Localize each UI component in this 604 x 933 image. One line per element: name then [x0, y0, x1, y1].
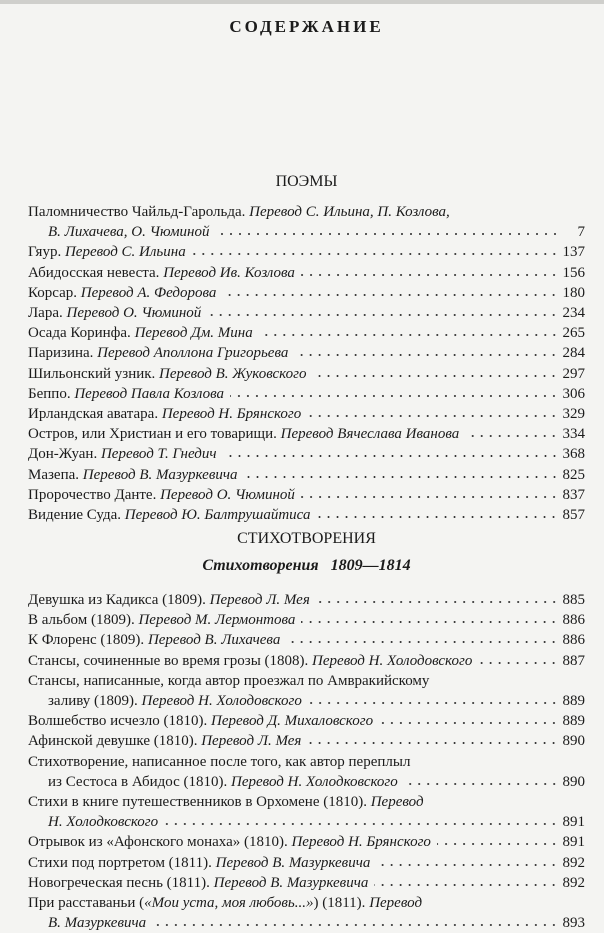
toc-entry-line [28, 610, 585, 630]
entry-title: Паризина. [28, 345, 98, 362]
dot-leader [465, 434, 558, 438]
entry-translator: Перевод Н. Холодовского [141, 693, 302, 710]
dot-leader [244, 475, 559, 479]
toc-entry [28, 384, 585, 404]
toc-entry [28, 202, 585, 242]
entry-translator: Перевод Д. Михаловского [211, 713, 374, 730]
toc-entry-line [28, 222, 585, 242]
entry-title: Новогреческая песнь (1811). [28, 874, 214, 891]
entry-translator: Перевод О. Чюминой [160, 486, 295, 503]
page-number: 889 [562, 713, 585, 730]
toc-entry-line [28, 424, 585, 444]
toc-entry-line [28, 792, 585, 812]
toc-entry-line [28, 343, 585, 363]
toc-entry-line [28, 404, 585, 424]
section-heading-verses: СТИХОТВОРЕНИЯ [237, 530, 376, 547]
entry-title: Лара. [28, 305, 67, 322]
entry-title: Стансы, сочиненные во время грозы (1808). [28, 652, 313, 669]
toc-entry-line [28, 263, 585, 283]
toc-entry-line [28, 444, 585, 464]
page-top-edge [0, 0, 604, 4]
toc-entry [28, 752, 585, 792]
toc-entry [28, 465, 585, 485]
toc-entry-line [28, 630, 585, 650]
toc-entry [28, 792, 585, 832]
dot-leader [307, 414, 558, 418]
dot-leader [312, 374, 558, 378]
page-number: 892 [562, 854, 585, 871]
page-number: 297 [562, 365, 585, 382]
entry-translator: Перевод [370, 794, 424, 811]
entry-translator: Перевод В. Лихачева [147, 632, 281, 649]
entry-title: При расставаньи ( [28, 895, 145, 912]
page-title: СОДЕРЖАНИЕ [229, 17, 384, 36]
dot-leader [404, 782, 559, 786]
entry-title: Паломничество Чайльд-Гарольда. [28, 204, 250, 220]
entry-translator: Перевод М. Лермонтова [138, 612, 296, 629]
page-number: 825 [562, 466, 585, 483]
poems-list [28, 202, 585, 525]
entry-translator: Перевод А. Федорова [80, 284, 217, 301]
page-number: 857 [562, 507, 585, 524]
entry-translator: Перевод Н. Брянского [291, 834, 431, 851]
entry-title: Афинской девушке (1810). [28, 733, 202, 750]
entry-title: Стансы, написанные, когда автор проезжал по Амвракийскому [28, 672, 430, 689]
page-number: 7 [577, 224, 585, 241]
toc-entry-line [28, 832, 585, 852]
toc-entry-line [28, 364, 585, 384]
page-number: 886 [562, 612, 585, 629]
toc-entry-line [28, 873, 585, 893]
dot-leader [164, 822, 558, 826]
entry-translator: «Мои уста, моя любовь...» [144, 895, 314, 912]
entry-title: заливу (1809). [48, 693, 142, 710]
toc-entry [28, 263, 585, 283]
toc-entry-line [28, 505, 585, 525]
page-number: 180 [562, 284, 585, 301]
dot-leader [301, 495, 559, 499]
entry-title: Шильонский узник. [28, 365, 160, 382]
toc-entry [28, 404, 585, 424]
verses-list [28, 590, 585, 933]
entry-translator: В. Лихачева, О. Чюминой [48, 224, 210, 241]
entry-translator: Перевод Т. Гнедич [100, 446, 217, 463]
page-number: 265 [562, 325, 585, 342]
toc-entry-line [28, 283, 585, 303]
entry-translator: Перевод Ив. Козлова [163, 264, 295, 281]
dot-leader [301, 273, 559, 277]
entry-translator: Перевод Аполлона Григорьева [97, 345, 289, 362]
toc-entry [28, 505, 585, 525]
dot-leader [286, 640, 558, 644]
dot-leader [379, 721, 558, 725]
dot-leader [223, 454, 559, 458]
entry-translator: В. Мазуркевича [48, 915, 147, 932]
toc-entry-line [28, 772, 585, 792]
entry-translator: Перевод Н. Холодковского [231, 773, 398, 790]
toc-entry-line [28, 303, 585, 323]
entry-translator: Н. Холодковского [48, 814, 159, 831]
toc-entry [28, 873, 585, 893]
entry-translator: Перевод О. Чюминой [66, 305, 202, 322]
toc-entry [28, 731, 585, 751]
toc-entry [28, 343, 585, 363]
toc-entry-line [28, 691, 585, 711]
toc-entry-line [28, 242, 585, 262]
dot-leader [316, 600, 559, 604]
entry-translator: Перевод Дм. Мина [134, 325, 253, 342]
entry-translator: Перевод Вячеслава Иванова [280, 426, 460, 443]
page-number: 892 [562, 874, 585, 891]
page-number: 306 [562, 385, 585, 402]
page-number: 334 [562, 426, 585, 443]
dot-leader [259, 333, 559, 337]
dot-leader [437, 842, 559, 846]
entry-title: ) (1811). [313, 895, 370, 912]
toc-entry-line [28, 812, 585, 832]
toc-entry [28, 364, 585, 384]
page-number: 837 [562, 486, 585, 503]
entry-title: Отрывок из «Афонского монаха» (1810). [28, 834, 292, 851]
entry-translator: Перевод [369, 895, 423, 912]
entry-translator: Перевод В. Жуковского [159, 365, 307, 382]
page-number: 889 [562, 693, 585, 710]
toc-entry [28, 711, 585, 731]
entry-translator: Перевод Н. Брянского [161, 406, 302, 423]
page-number: 137 [562, 244, 585, 261]
toc-entry [28, 323, 585, 343]
dot-leader [376, 863, 558, 867]
entry-title: из Сестоса в Абидос (1810). [48, 773, 232, 790]
entry-title: Стихи в книге путешественников в Орхомене (1810). [28, 794, 371, 811]
page-number: 891 [562, 814, 585, 831]
dot-leader [307, 741, 558, 745]
entry-translator: Перевод С. Ильина, П. Козлова, [249, 204, 450, 220]
toc-entry-line [28, 731, 585, 751]
section-heading-poems: ПОЭМЫ [275, 173, 338, 190]
entry-translator: Перевод В. Мазуркевича [215, 854, 371, 871]
toc-entry-line [28, 590, 585, 610]
toc-entry-line [28, 752, 585, 772]
page-number: 234 [562, 305, 585, 322]
entry-title: Стихи под портретом (1811). [28, 854, 216, 871]
toc-entry-line [28, 853, 585, 873]
toc-entry-line [28, 671, 585, 691]
entry-translator: Перевод Л. Мея [209, 592, 310, 608]
entry-title: Пророчество Данте. [28, 486, 161, 503]
toc-entry [28, 485, 585, 505]
toc-entry-line [28, 913, 585, 933]
entry-title: Видение Суда. [28, 507, 125, 524]
dot-leader [152, 923, 558, 927]
toc-entry-line [28, 651, 585, 671]
dot-leader [222, 293, 558, 297]
entry-translator: Перевод С. Ильина [64, 244, 186, 261]
page-number: 886 [562, 632, 585, 649]
entry-title: Мазепа. [28, 466, 83, 483]
toc-entry-line [28, 384, 585, 404]
entry-translator: Перевод Л. Мея [201, 733, 302, 750]
page-number: 890 [562, 733, 585, 750]
entry-title: Беппо. [28, 385, 75, 402]
entry-title: К Флоренс (1809). [28, 632, 148, 649]
toc-entry [28, 630, 585, 650]
toc-entry-line [28, 202, 585, 222]
entry-title: В альбом (1809). [28, 612, 139, 629]
entry-title: Абидосская невеста. [28, 264, 164, 281]
toc-entry [28, 444, 585, 464]
page-number: 887 [562, 652, 585, 669]
dot-leader [294, 353, 558, 357]
entry-title: Осада Коринфа. [28, 325, 135, 342]
entry-title: Дон-Жуан. [28, 446, 101, 463]
page-number: 890 [562, 773, 585, 790]
toc-entry [28, 242, 585, 262]
dot-leader [478, 661, 558, 665]
entry-translator: Перевод В. Мазуркевича [213, 874, 369, 891]
entry-title: Девушка из Кадикса (1809). [28, 592, 210, 608]
page-number: 368 [562, 446, 585, 463]
page-number: 284 [562, 345, 585, 362]
entry-title: Гяур. [28, 244, 65, 261]
dot-leader [207, 313, 558, 317]
toc-entry [28, 671, 585, 711]
dot-leader [316, 515, 558, 519]
entry-translator: Перевод Павла Козлова [74, 385, 225, 402]
page-number: 156 [562, 264, 585, 281]
page-number: 891 [562, 834, 585, 851]
dot-leader [308, 701, 559, 705]
entry-title: Корсар. [28, 284, 81, 301]
dot-leader [301, 620, 558, 624]
toc-entry-line [28, 323, 585, 343]
page-number: 885 [562, 592, 585, 608]
entry-title: Волшебство исчезло (1810). [28, 713, 211, 730]
toc-entry [28, 651, 585, 671]
entry-title: Ирландская аватара. [28, 406, 162, 423]
toc-entry-line [28, 893, 585, 913]
toc-entry [28, 303, 585, 323]
page-number: 329 [562, 406, 585, 423]
entry-translator: Перевод Ю. Балтрушайтиса [124, 507, 311, 524]
toc-entry [28, 832, 585, 852]
toc-entry [28, 853, 585, 873]
toc-entry-line [28, 465, 585, 485]
toc-entry [28, 893, 585, 933]
toc-entry [28, 424, 585, 444]
entry-title: Остров, или Христиан и его товарищи. [28, 426, 281, 443]
toc-entry [28, 283, 585, 303]
entry-translator: Перевод Н. Холодовского [312, 652, 473, 669]
toc-entry [28, 590, 585, 610]
dot-leader [216, 232, 560, 236]
toc-entry-line [28, 485, 585, 505]
entry-title: Стихотворение, написанное после того, как автор переплыл [28, 753, 411, 770]
toc-entry-line [28, 711, 585, 731]
entry-translator: Перевод В. Мазуркевича [82, 466, 238, 483]
dot-leader [192, 252, 559, 256]
dot-leader [230, 394, 558, 398]
dot-leader [374, 883, 558, 887]
subsection-heading: Стихотворения 1809—1814 [202, 557, 411, 574]
toc-entry [28, 610, 585, 630]
page-number: 893 [562, 915, 585, 932]
